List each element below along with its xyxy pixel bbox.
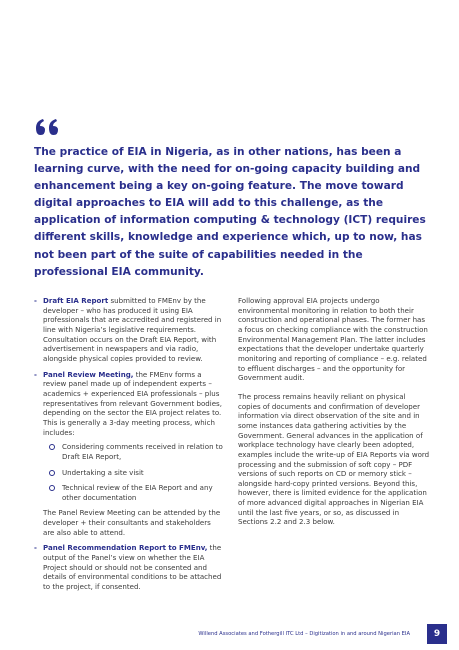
item-text: the output of the Panel’s view on whether the EIA Project should or should not be consented and details of environmental conditions to be attached to the project, if consented.	[43, 543, 222, 592]
pull-quote: The practice of EIA in Nigeria, as in other nations, has been a learning curve, with the need for on-going capacity building and enhancement being a key on-going feature. The move toward digital approaches to EIA will add to this challenge, as the application of information computing & technology (ICT) requires different skills, knowledge and experience which, up to now, has not been part of the suite of capabilities needed in the professional EIA community.	[34, 146, 426, 278]
sub-list-item: Technical review of the EIA Report and any other documentation	[62, 483, 224, 502]
item-text: submitted to FMEnv by the developer – who has produced it using EIA professionals that are accredited and registered in line with Nigeria’s legislative requirements. Consultation occurs on the Draft EIA Report, with advertisement in newspapers and via radio, alongside physical copies provided to review.	[43, 296, 222, 363]
sub-list-item: Undertaking a site visit	[62, 468, 224, 478]
dash-bullet: -	[34, 296, 37, 305]
dash-bullet: -	[34, 543, 37, 553]
paragraph-process: The process remains heavily reliant on physical copies of documents and confirmation of developer information via direct observation of the site and in some instances data gathering activities by the Government. General advances in the application of workplace technology have clearly been adopted, examples include the write-up of EIA Reports via word processing and the submission of soft copy – PDF versions of such reports on CD or memory stick – alongside hard-copy printed versions. Beyond this, however, there is limited evidence for the application of more advanced digital approaches in Nigerian EIA until the last five years, or so, as discussed in Sections 2.2 and 2.3 below.	[238, 391, 430, 527]
list-item-panel-recommendation-report	[34, 543, 224, 591]
paragraph-monitoring: Following approval EIA projects undergo environmental monitoring in relation to both their construction and operational phases. The former has a focus on checking compliance with the construction Environmental Management Plan. The latter includes expectations that the developer undertake quarterly monitoring and reporting of compliance – e.g. related to effluent discharges – and the opportunity for Government audit.	[238, 296, 428, 383]
list-item-draft-eia-report	[34, 296, 224, 364]
page-number: 9	[427, 624, 447, 644]
sub-list-item: Considering comments received in relation to Draft EIA Report,	[62, 442, 223, 461]
right-column	[238, 296, 430, 536]
left-column	[34, 296, 224, 598]
panel-note: The Panel Review Meeting can be attended by the developer + their consultants and stakeholders are also able to attend.	[43, 508, 221, 537]
footer-text: Willend Associates and Fothergill ITC Ltd – Digitization in and around Nigerian EIA	[198, 631, 410, 637]
list-item-panel-review-meeting	[34, 370, 224, 538]
term-panel-recommendation-report: Panel Recommendation Report to FMEnv,	[43, 543, 208, 553]
sub-list	[43, 442, 224, 502]
quotation-mark-icon	[34, 118, 60, 140]
dash-bullet: -	[34, 369, 37, 379]
term-draft-eia-report: Draft EIA Report	[43, 296, 109, 305]
term-panel-review-meeting: Panel Review Meeting,	[43, 369, 134, 379]
item-text: the FMEnv forms a review panel made up of independent experts – academics + experienced EIA professionals – plus representatives from relevant Government bodies, depending on the sector the EIA project relates to. This is generally a 3-day meeting process, which includes:	[43, 369, 222, 437]
